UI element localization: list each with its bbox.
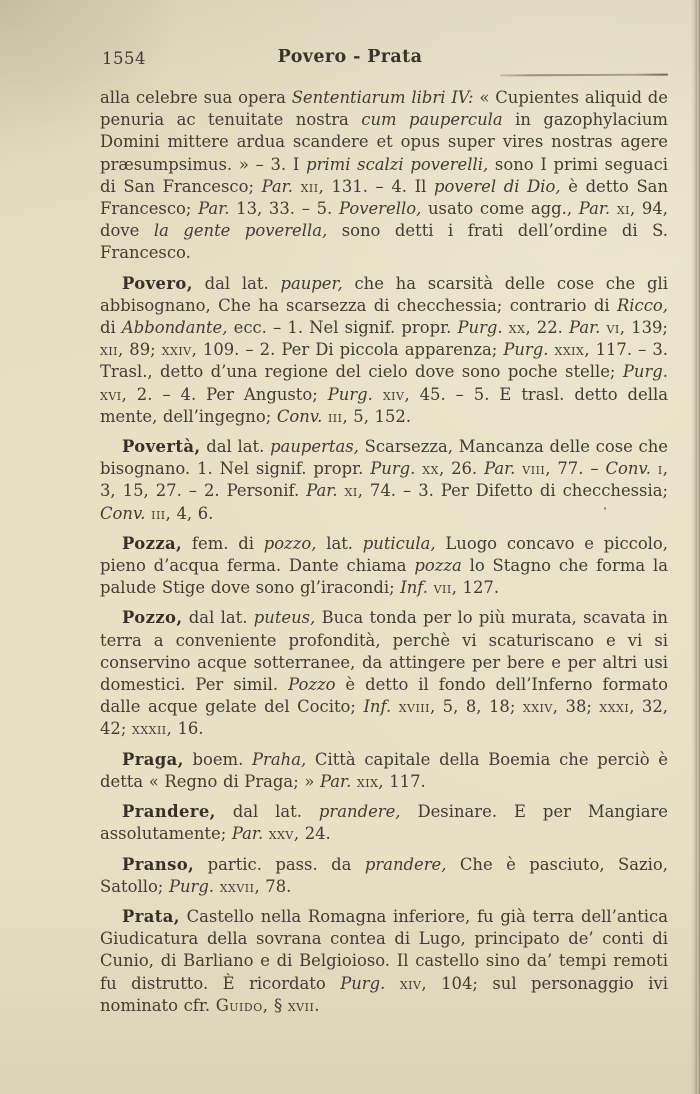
text-run: « Cupientes aliquid de penuria ac tenuitate nostra	[100, 88, 668, 130]
text-run: pozza	[414, 556, 462, 576]
text-run: xiv	[399, 973, 422, 993]
text-run: , 5, 8, 18;	[429, 697, 523, 717]
text-run: , 4, 6.	[165, 503, 214, 523]
text-run: xx	[422, 459, 439, 479]
text-run: viii	[522, 459, 546, 479]
text-run: xviii	[398, 697, 430, 717]
text-run: prandere,	[364, 854, 447, 874]
text-run: xi	[344, 481, 358, 501]
text-run: Conv.	[605, 459, 651, 479]
text-run	[610, 199, 617, 218]
text-run: Purg.	[622, 362, 668, 382]
text-run: dal lat.	[182, 608, 254, 628]
text-run: , 109. – 2. Per Di piccola apparenza;	[191, 340, 504, 360]
entry-povero	[100, 273, 668, 428]
text-run: xi	[616, 199, 630, 219]
text-run: lat.	[316, 533, 363, 553]
text-run: Prata,	[122, 906, 180, 926]
text-run: partic. pass. da	[194, 854, 365, 874]
text-run: paupertas,	[270, 437, 359, 457]
text-run: Par.	[261, 176, 293, 196]
text-run: §	[268, 995, 288, 1015]
text-run	[293, 177, 301, 196]
text-run: la gente poverella,	[153, 221, 328, 241]
entry-praga	[100, 749, 668, 793]
text-run: poverel di Dio,	[434, 176, 561, 196]
page-number: 1554	[102, 49, 146, 68]
print-speck	[604, 507, 606, 510]
entry-pranso	[100, 854, 668, 898]
text-run: xii	[100, 340, 118, 360]
entry-poverta	[100, 436, 668, 525]
text-run: fem. di	[182, 533, 264, 553]
text-run: dal lat.	[192, 273, 281, 293]
text-run: usato come agg.,	[421, 199, 579, 219]
text-run: Purg.	[370, 459, 416, 479]
text-run: , 32, 42;	[100, 697, 669, 739]
text-run: Par.	[569, 318, 601, 338]
text-run: , 139;	[619, 318, 668, 338]
text-run: , 24.	[293, 824, 331, 844]
text-run: iii	[151, 503, 166, 523]
text-run: Conv.	[276, 406, 323, 426]
text-run: Castello nella Romagna inferiore, fu già terra dell’antica Giudicatura della sovrana contea di Lugo, principato de’ conti di Cunio, di Barliano e di Belgioioso. Il castello sino da’ tempi remoti fu distrutto. È ricordato	[100, 906, 668, 993]
text-run: Praha,	[252, 749, 307, 769]
text-run: Par.	[484, 459, 516, 479]
text-run: Prandere,	[122, 802, 216, 822]
text-run: iii	[327, 406, 343, 426]
text-run: xx	[508, 318, 526, 338]
text-run: puteus,	[253, 608, 316, 628]
text-run: , 5, 152.	[342, 406, 412, 426]
entries	[100, 87, 668, 1017]
header-rule-divider	[500, 74, 668, 76]
text-run: Luogo concavo e piccolo, pieno d’acqua ferma. Dante chiama	[100, 533, 669, 576]
text-run: Scarsezza, Mancanza delle cose che bisognano. 1. Nel signif. propr.	[100, 437, 668, 479]
text-run: in gazophylacium Domini mittere ardua scandere et opus super vires nostras agere præsumpsimus. » – 3. I	[100, 110, 668, 174]
text-run: , 16.	[166, 719, 204, 739]
text-run: xxvii	[219, 876, 255, 896]
text-run: , 117. – 3. Trasl., detto d’una regione del cielo dove sono poche stelle;	[100, 340, 669, 382]
text-run: , 127.	[451, 578, 500, 598]
text-run: Par.	[231, 824, 264, 844]
text-run: Praga,	[122, 749, 184, 769]
text-run: Purg.	[168, 876, 215, 896]
text-run: dal lat.	[215, 802, 319, 822]
text-run: , 131. – 4. Il	[318, 176, 435, 196]
text-run: Par.	[306, 481, 338, 501]
text-run: Inf.	[363, 697, 392, 717]
text-run: Guido,	[215, 995, 269, 1015]
text-run: Purg.	[327, 384, 373, 404]
text-run: è detto il fondo dell’Inferno formato dalle acque gelate del Cocito;	[100, 675, 668, 717]
text-run: xxxi	[599, 697, 630, 717]
text-run: è detto San Francesco;	[100, 176, 668, 219]
text-run: Abbondante,	[121, 318, 228, 338]
text-run: Povertà,	[122, 437, 201, 457]
text-run	[373, 385, 383, 404]
text-run: Desinare. E per Mangiare assolutamente;	[100, 802, 668, 844]
text-run: Pranso,	[122, 854, 195, 874]
text-run: xxiv	[522, 697, 553, 717]
text-run: xxv	[268, 824, 294, 844]
text-run: Purg.	[457, 318, 503, 338]
text-run: Ricco,	[616, 295, 668, 315]
text-run: .	[314, 995, 320, 1015]
text-run: vii	[433, 578, 452, 598]
text-run	[651, 459, 658, 478]
text-run: Par.	[319, 771, 352, 791]
text-run: Conv.	[100, 503, 146, 523]
text-run: pozzo,	[263, 533, 317, 553]
text-run: , 89;	[118, 340, 162, 360]
text-run: Sententiarum libri IV:	[291, 88, 474, 107]
text-run: Purg.	[503, 340, 549, 360]
text-run: , 74. – 3. Per Difetto di checchessia;	[357, 481, 668, 501]
text-run: puticula,	[362, 533, 436, 553]
text-run: Inf.	[400, 578, 428, 598]
text-run: , 2. – 4. Per Angusto;	[121, 384, 328, 404]
text-run: 13, 33. – 5.	[229, 199, 339, 219]
header-title: Povero - Prata	[277, 47, 423, 67]
text-run: ecc. – 1. Nel signif. propr.	[227, 318, 458, 338]
text-run: Pozzo	[288, 675, 336, 695]
text-run: primi scalzi poverelli,	[306, 154, 489, 174]
text-run: che ha scarsità delle cose che gli abbisognano, Che ha scarsezza di checchessia; contrario di	[100, 273, 668, 315]
text-run: i	[657, 459, 663, 479]
text-run	[391, 697, 399, 716]
page-edge-shadow	[691, 0, 700, 1094]
text-run: Città capitale della Boemia che perciò è detta « Regno di Praga; »	[100, 749, 668, 791]
text-run: Poverello,	[338, 199, 422, 219]
text-run: xxxii	[132, 719, 167, 739]
text-run: xvi	[100, 384, 122, 404]
text-run: xxiv	[161, 340, 192, 360]
text-run: , 78.	[254, 876, 292, 896]
text-run: , 45. – 5. E trasl. detto della mente, dell’ingegno;	[100, 384, 668, 426]
text-run: xiv	[382, 384, 405, 404]
text-run: alla celebre sua opera	[100, 88, 292, 107]
text-run: vi	[606, 318, 620, 338]
text-run: xix	[356, 771, 379, 791]
text-run: cum paupercula	[361, 110, 503, 130]
text-run: dal lat.	[200, 437, 271, 457]
entry-pozzo	[100, 607, 668, 740]
text-run: sono I primi seguaci di San Francesco;	[100, 154, 668, 196]
text-run: sono detti i frati dell’ordine di S. Francesco.	[100, 221, 668, 263]
text-run: prandere,	[318, 802, 401, 822]
entry-prandere	[100, 801, 668, 845]
text-run: , 104; sul personaggio ivi nominato cfr.	[100, 973, 668, 1015]
text-run: Pozza,	[122, 533, 183, 553]
text-run: , 3, 15, 27. – 2. Personif.	[100, 459, 668, 501]
text-run: di	[100, 318, 122, 338]
text-run: Che è pasciuto, Sazio, Satollo;	[100, 854, 668, 896]
text-run: , 22.	[525, 318, 570, 338]
text-run: , 38;	[552, 697, 600, 717]
text-run: Par.	[578, 199, 611, 219]
text-run: Purg.	[340, 973, 386, 993]
text-run: xxix	[554, 340, 585, 360]
text-run: Par.	[198, 199, 230, 219]
entry-pozza	[100, 533, 668, 600]
text-run: pauper,	[280, 273, 343, 293]
continuation-poverello	[100, 87, 668, 265]
text-run: xii	[300, 176, 319, 196]
entry-prata	[100, 906, 668, 1017]
text-run: Povero,	[122, 273, 193, 293]
text-run: Buca tonda per lo più murata, scavata in terra a conveniente profondità, perchè vi scaturiscano e vi si conservino acque sotterranee, da attingere per bere e per altri usi domestici. Per simil.	[100, 608, 668, 695]
text-run: , 117.	[378, 771, 426, 791]
text-run: xvii	[287, 995, 315, 1015]
text-run: boem.	[183, 749, 253, 769]
text-run: , 26.	[438, 459, 485, 479]
text-run: , 77. –	[545, 459, 606, 479]
text-run: , 94, dove	[100, 199, 668, 241]
text-run: Pozzo,	[122, 608, 183, 628]
text-run: lo Stagno che forma la palude Stige dove sono gl’iracondi;	[100, 556, 668, 598]
text-run	[385, 974, 399, 993]
text-run	[338, 481, 345, 500]
